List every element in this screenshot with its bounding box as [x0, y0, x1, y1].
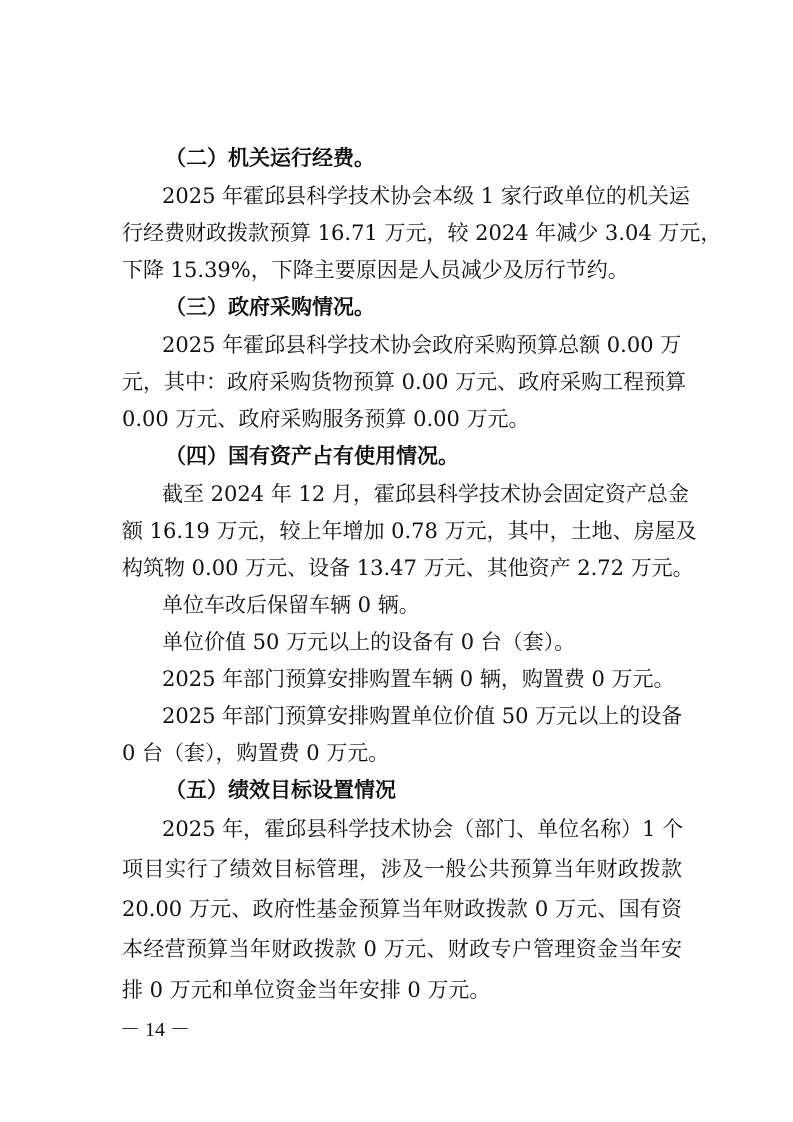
- paragraph-line: 单位价值 50 万元以上的设备有 0 台（套）。: [162, 630, 576, 654]
- paragraph-line: 2025 年部门预算安排购置单位价值 50 万元以上的设备: [162, 704, 683, 728]
- paragraph-line: 行经费财政拨款预算 16.71 万元，较 2024 年减少 3.04 万元，: [122, 221, 722, 245]
- paragraph-line: 项目实行了绩效目标管理，涉及一般公共预算当年财政拨款: [122, 857, 682, 881]
- paragraph-line: 本经营预算当年财政拨款 0 万元、财政专户管理资金当年安: [122, 937, 682, 961]
- paragraph-line: 2025 年霍邱县科学技术协会本级 1 家行政单位的机关运: [162, 184, 690, 208]
- paragraph-line: 截至 2024 年 12 月，霍邱县科学技术协会固定资产总金: [162, 482, 689, 506]
- paragraph-line: 2025 年霍邱县科学技术协会政府采购预算总额 0.00 万: [162, 333, 682, 357]
- paragraph-line: 排 0 万元和单位资金当年安排 0 万元。: [122, 978, 491, 1002]
- paragraph-line: 2025 年部门预算安排购置车辆 0 辆，购置费 0 万元。: [162, 667, 675, 691]
- section-heading-operating-expenses: （二）机关运行经费。: [165, 146, 375, 170]
- paragraph-line: 额 16.19 万元，较上年增加 0.78 万元，其中，土地、房屋及: [122, 519, 697, 543]
- paragraph-line: 2025 年，霍邱县科学技术协会（部门、单位名称）1 个: [162, 817, 684, 841]
- section-heading-performance-goals: （五）绩效目标设置情况: [165, 778, 396, 802]
- paragraph-line: 20.00 万元、政府性基金预算当年财政拨款 0 万元、国有资: [122, 897, 682, 921]
- paragraph-line: 元，其中：政府采购货物预算 0.00 万元、政府采购工程预算: [122, 370, 687, 394]
- paragraph-line: 构筑物 0.00 万元、设备 13.47 万元、其他资产 2.72 万元。: [122, 556, 694, 580]
- paragraph-line: 单位车改后保留车辆 0 辆。: [162, 593, 420, 617]
- paragraph-line: 下降 15.39%，下降主要原因是人员减少及厉行节约。: [122, 258, 629, 282]
- paragraph-line: 0 台（套），购置费 0 万元。: [122, 741, 390, 765]
- page-number: － 14 －: [120, 1019, 190, 1041]
- section-heading-procurement: （三）政府采购情况。: [165, 295, 375, 319]
- paragraph-line: 0.00 万元、政府采购服务预算 0.00 万元。: [122, 407, 530, 431]
- section-heading-state-assets: （四）国有资产占有使用情况。: [165, 444, 459, 468]
